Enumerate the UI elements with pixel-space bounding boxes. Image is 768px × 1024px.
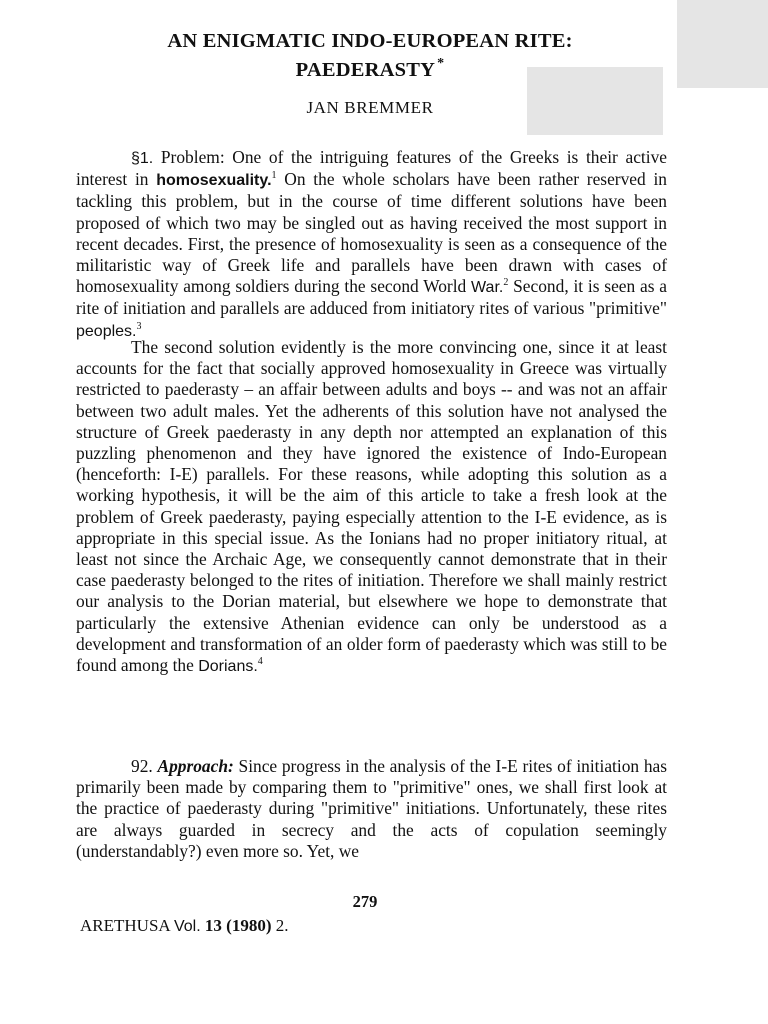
text-run: The second solution evidently is the more convincing one, since it at least accounts for the fact that socially approved homosexuality in Greece was virtually restricted to paederasty – an affair between adults and boys -- and was not an affair between two adult males. Yet the adherents of this solution have not analysed the structure of Greek paederasty in any depth nor attempted an explanation of this puzzling phenomenon and they have ignored the existence of Indo-European (henceforth: I-E) parallels. For these reasons, while adopting this solution as a working hypothesis, it will be the aim of this article to take a fresh look at the problem of Greek paederasty, paying especially attention to the I-E evidence, as is appropriate in this special issue. As the Ionians had no proper initiatory ritual, at least not since the Archaic Age, we consequently cannot demonstrate that in their case paederasty belonged to the rites of initiation. Therefore we shall mainly restrict our analysis to the Dorian material, but elsewhere we hope to demonstrate that particularly the extensive Athenian evidence can only be understood as a development and transformation of an older form of paederasty which was still to be found among the — [76, 337, 667, 676]
footnote-ref[interactable]: 1 — [271, 170, 277, 182]
text-run: peoples. — [76, 322, 137, 340]
paragraph-solution — [76, 337, 667, 677]
journal-name: ARETHUSA — [80, 916, 174, 935]
section-number: §1. — [131, 150, 154, 167]
author-name: JAN BREMMER — [306, 98, 434, 117]
title-footnote-marker: * — [437, 56, 445, 71]
article-title-line-2 — [0, 56, 740, 82]
section-number: 92. — [131, 756, 153, 776]
text-run: Problem: One of the intriguing features of the Greeks is their active interest in — [76, 147, 667, 190]
article-title-word: PAEDERASTY — [295, 59, 436, 81]
text-run: Since progress in the analysis of the I-E rites of initiation has primarily been made by comparing them to "primitive" ones, we shall first look at the practice of paederasty during "primitive" initiations. Unfortunately, these rites are always guarded in secrecy and the acts of copulation seemingly (understandably?) even more so. Yet, we — [76, 756, 667, 861]
journal-number: 2. — [271, 916, 289, 935]
text-run: On the whole scholars have been rather reserved in tackling this problem, but in the course of time different solutions have been proposed of which two may be singled out as having received the most support in recent decades. First, the presence of homosexuality is seen as a consequence of the militaristic way of Greek life and parallels have been drawn with cases of homosexuality among soldiers during the second World — [76, 169, 667, 297]
journal-issue: 13 (1980) — [200, 916, 272, 935]
article-title-line-1: AN ENIGMATIC INDO-EUROPEAN RITE: — [167, 30, 573, 52]
text-run: Second, it is seen as a rite of initiation and parallels are adduced from initiatory rites of various "primitive" — [76, 276, 667, 319]
footnote-ref[interactable]: 4 — [257, 656, 263, 668]
section-heading: Approach: — [157, 756, 234, 776]
footnote-ref[interactable]: 2 — [503, 277, 509, 289]
journal-citation — [80, 916, 289, 936]
footnote-ref[interactable]: 3 — [136, 320, 142, 332]
text-run: homosexuality. — [156, 172, 272, 190]
page-number: 279 — [352, 892, 378, 911]
text-run: War. — [471, 279, 504, 297]
paragraph-problem — [76, 147, 667, 342]
paragraph-approach — [76, 756, 667, 862]
journal-vol-label: Vol. — [173, 918, 201, 935]
text-run: Dorians. — [198, 658, 258, 676]
